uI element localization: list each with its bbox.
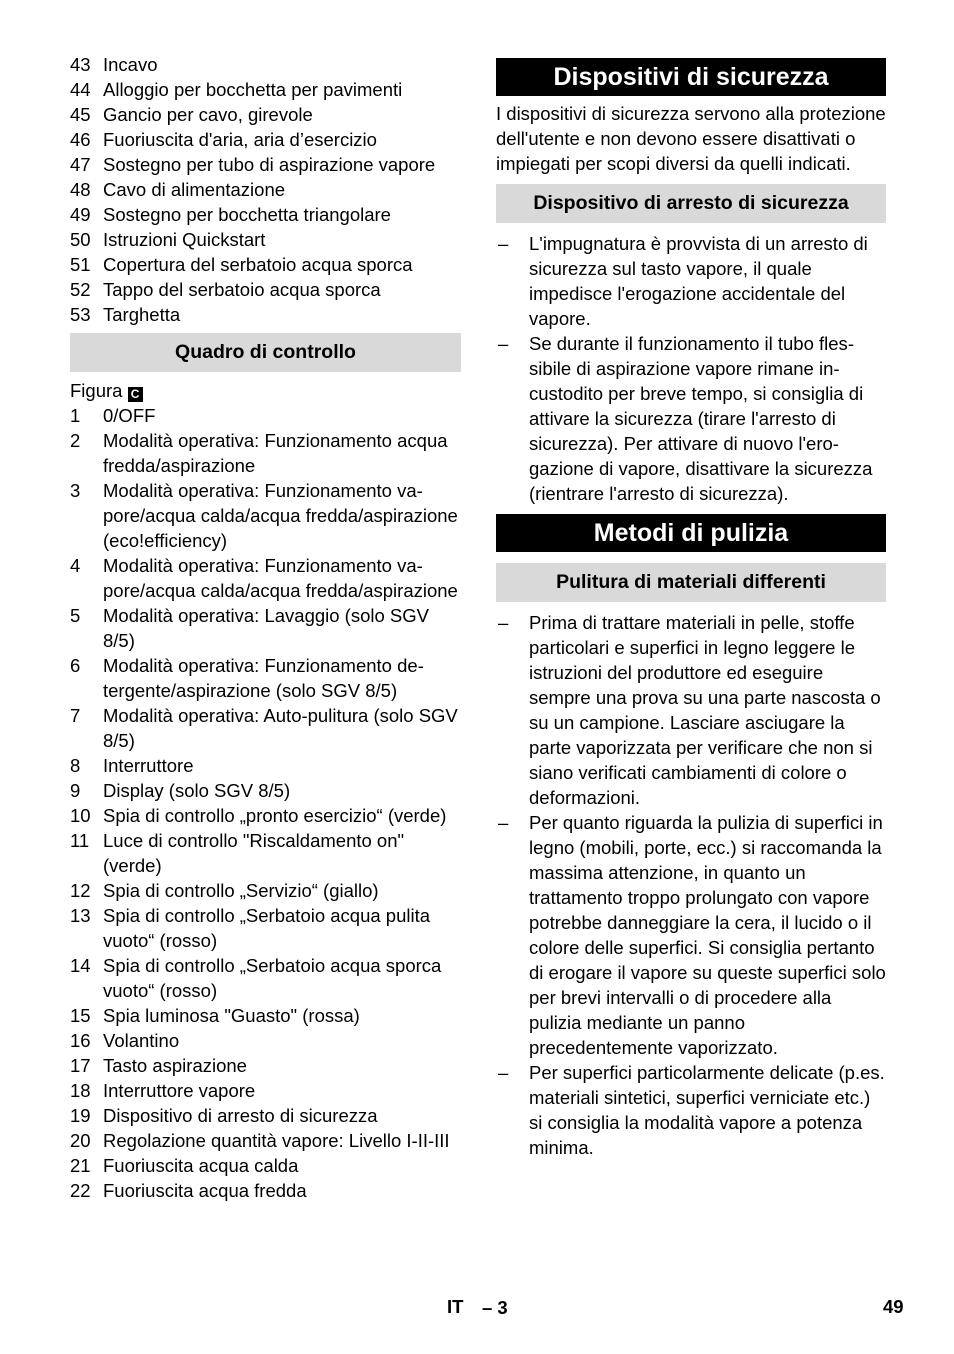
list-item (70, 878, 461, 903)
list-item (70, 603, 461, 653)
item-text: Spia di controllo „pronto esercizio“ (verde) (103, 805, 447, 826)
left-column (70, 52, 461, 1203)
item-number: 14 (70, 955, 91, 976)
item-text: Istruzioni Quickstart (103, 229, 266, 250)
list-item (70, 403, 461, 428)
item-text: Fuoriuscita acqua calda (103, 1155, 299, 1176)
list-item (70, 152, 461, 177)
list-item (70, 277, 461, 302)
item-number: 47 (70, 154, 91, 175)
page-number: 49 (883, 1296, 904, 1317)
list-item (70, 102, 461, 127)
figure-reference (70, 378, 461, 403)
list-item (70, 428, 461, 478)
item-number: 45 (70, 104, 91, 125)
item-text: Sostegno per tubo di aspirazione vapore (103, 154, 436, 175)
item-number: 50 (70, 229, 91, 250)
bullet-text: L'impugnatura è provvista di un arresto di sicurezza sul tasto vapore, il quale impedisce l'erogazione accidentale del vapore. (529, 233, 868, 329)
item-number: 16 (70, 1030, 91, 1051)
dash-bullet: – (498, 812, 509, 833)
control-panel-list (70, 403, 461, 1203)
item-text: Interruttore (103, 755, 194, 776)
dash-bullet: – (498, 333, 509, 354)
bullet-item (496, 610, 886, 810)
item-text: Display (solo SGV 8/5) (103, 780, 291, 801)
dash-bullet: – (498, 612, 509, 633)
list-item (70, 1153, 461, 1178)
footer-section-page: – 3 (482, 1297, 508, 1318)
item-text: Copertura del serbatoio acqua sporca (103, 254, 413, 275)
item-number: 19 (70, 1105, 91, 1126)
item-number: 8 (70, 755, 81, 776)
safety-list (496, 231, 886, 506)
item-number: 1 (70, 405, 81, 426)
item-text: Incavo (103, 54, 158, 75)
figure-label: Figura (70, 380, 123, 401)
item-number: 2 (70, 430, 81, 451)
item-text: Modalità operativa: Funzionamento vapore/acqua calda/acqua fredda/aspirazione (103, 555, 458, 601)
list-item (70, 553, 461, 603)
item-number: 9 (70, 780, 81, 801)
item-number: 5 (70, 605, 81, 626)
control-panel-heading: Quadro di controllo (70, 333, 461, 372)
list-item (70, 828, 461, 878)
bullet-item (496, 231, 886, 331)
item-text: Modalità operativa: Lavaggio (solo SGV 8/5) (103, 605, 429, 651)
item-number: 13 (70, 905, 91, 926)
item-text: Luce di controllo "Riscaldamento on" (verde) (103, 830, 405, 876)
item-text: Fuoriuscita d'aria, aria d’esercizio (103, 129, 377, 150)
safety-subheading: Dispositivo di arresto di sicurezza (496, 184, 886, 223)
item-number: 18 (70, 1080, 91, 1101)
item-number: 21 (70, 1155, 91, 1176)
item-text: Tappo del serbatoio acqua sporca (103, 279, 381, 300)
safety-heading: Dispositivi di sicurezza (496, 58, 886, 96)
list-item (70, 803, 461, 828)
item-text: Spia di controllo „Servizio“ (giallo) (103, 880, 379, 901)
list-item (70, 77, 461, 102)
item-text: Tasto aspirazione (103, 1055, 247, 1076)
list-item (70, 1103, 461, 1128)
list-item (70, 252, 461, 277)
list-item (70, 1003, 461, 1028)
item-text: Sostegno per bocchetta triangolare (103, 204, 391, 225)
item-text: Modalità operativa: Funzionamento vapore/acqua calda/acqua fredda/aspirazione (eco!efficiency) (103, 480, 458, 551)
list-item (70, 202, 461, 227)
item-text: Volantino (103, 1030, 180, 1051)
item-number: 52 (70, 279, 91, 300)
list-item (70, 52, 461, 77)
item-number: 3 (70, 480, 81, 501)
list-item (70, 753, 461, 778)
item-number: 51 (70, 254, 91, 275)
item-number: 7 (70, 705, 81, 726)
item-text: Alloggio per bocchetta per pavimenti (103, 79, 403, 100)
list-item (70, 778, 461, 803)
item-number: 46 (70, 129, 91, 150)
item-text: Modalità operativa: Funzionamento detergente/aspirazione (solo SGV 8/5) (103, 655, 424, 701)
list-item (70, 703, 461, 753)
item-text: Dispositivo di arresto di sicurezza (103, 1105, 378, 1126)
dash-bullet: – (498, 233, 509, 254)
bullet-text: Per quanto riguarda la pulizia di superfici in legno (mobili, porte, ecc.) si raccomanda la massima attenzione, in quanto un trattamento troppo prolungato con vapore potrebbe danneggiare la cera, il lucido o il colore delle superfici. Si consiglia pertanto di erogare il vapore su queste superfici solo per brevi intervalli o di procedere alla pulizia mediante un panno precedentemente vaporizzato. (529, 812, 886, 1058)
cleaning-heading: Metodi di pulizia (496, 514, 886, 552)
item-number: 20 (70, 1130, 91, 1151)
item-number: 44 (70, 79, 91, 100)
item-text: Fuoriuscita acqua fredda (103, 1180, 307, 1201)
safety-intro: I dispositivi di sicurezza servono alla protezione dell'utente e non devono essere disattivati o impiegati per scopi diversi da quelli indicati. (496, 103, 886, 174)
bullet-text: Prima di trattare materiali in pelle, stoffe particolari e superfici in legno leggere le istruzioni del produttore ed eseguire sempre una prova su una parte nascosta o su un campione. Lasciare asciugare la parte vaporizzata per verificare che non si siano verificati cambiamenti di colore o deformazioni. (529, 612, 881, 808)
list-item (70, 302, 461, 327)
dash-bullet: – (498, 1062, 509, 1083)
list-item (70, 903, 461, 953)
item-number: 11 (70, 830, 90, 851)
item-number: 10 (70, 805, 91, 826)
item-number: 48 (70, 179, 91, 200)
item-number: 6 (70, 655, 81, 676)
cleaning-subheading: Pulitura di materiali differenti (496, 563, 886, 602)
bullet-item (496, 1060, 886, 1160)
bullet-text: Se durante il funzionamento il tubo flessibile di aspirazione vapore rimane incustodito per breve tempo, si consiglia di attivare la sicurezza (tirare l'arresto di sicurezza). Per attivare di nuovo l'erogazione di vapore, disattivare la sicurezza (rientrare l'arresto di sicurezza). (529, 333, 873, 504)
cleaning-list (496, 610, 886, 1160)
list-item (70, 653, 461, 703)
item-text: Spia di controllo „Serbatoio acqua pulita vuoto“ (rosso) (103, 905, 431, 951)
list-item (70, 1128, 461, 1153)
list-item (70, 953, 461, 1003)
item-number: 49 (70, 204, 91, 225)
list-item (70, 1078, 461, 1103)
item-text: Modalità operativa: Funzionamento acqua fredda/aspirazione (103, 430, 448, 476)
item-text: Spia luminosa "Guasto" (rossa) (103, 1005, 360, 1026)
item-text: Targhetta (103, 304, 181, 325)
item-text: 0/OFF (103, 405, 156, 426)
item-text: Interruttore vapore (103, 1080, 256, 1101)
right-column (496, 58, 886, 1160)
list-item (70, 127, 461, 152)
item-number: 17 (70, 1055, 91, 1076)
item-number: 22 (70, 1180, 91, 1201)
list-item (70, 1178, 461, 1203)
list-item (70, 478, 461, 553)
item-text: Gancio per cavo, girevole (103, 104, 313, 125)
item-number: 43 (70, 54, 91, 75)
item-number: 12 (70, 880, 91, 901)
bullet-item (496, 331, 886, 506)
item-text: Cavo di alimentazione (103, 179, 286, 200)
item-number: 4 (70, 555, 81, 576)
bullet-text: Per superfici particolarmente delicate (p.es. materiali sintetici, superfici verniciate etc.) si consiglia la modalità vapore a potenza minima. (529, 1062, 885, 1158)
parts-list (70, 52, 461, 327)
item-number: 15 (70, 1005, 91, 1026)
item-text: Regolazione quantità vapore: Livello I-II-III (103, 1130, 450, 1151)
footer-lang: IT (447, 1296, 464, 1317)
list-item (70, 177, 461, 202)
list-item (70, 1053, 461, 1078)
bullet-item (496, 810, 886, 1060)
item-text: Modalità operativa: Auto-pulitura (solo SGV 8/5) (103, 705, 458, 751)
item-text: Spia di controllo „Serbatoio acqua sporca vuoto“ (rosso) (103, 955, 442, 1001)
list-item (70, 227, 461, 252)
figure-c-icon: C (128, 387, 143, 402)
list-item (70, 1028, 461, 1053)
item-number: 53 (70, 304, 91, 325)
